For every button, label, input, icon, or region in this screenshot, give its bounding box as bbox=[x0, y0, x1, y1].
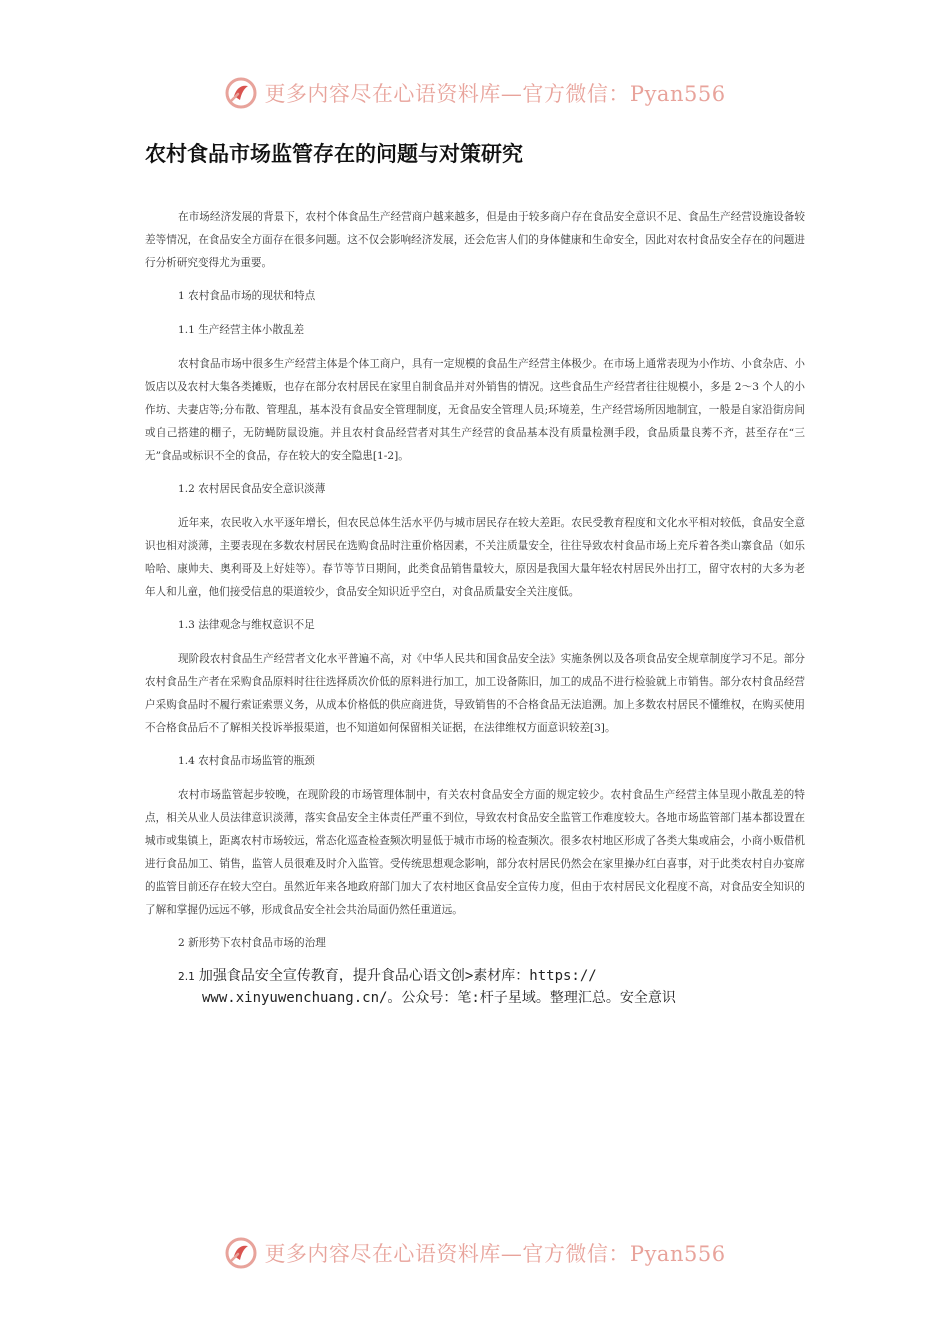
footer-watermark bbox=[0, 1232, 950, 1274]
subsection-heading-1-3: 1.3 法律观念与维权意识不足 bbox=[178, 619, 315, 631]
watermark-text: 更多内容尽在心语资料库—官方微信：Pyan556 bbox=[264, 82, 726, 106]
document-body bbox=[145, 206, 805, 1020]
subsection-heading-1-4: 1.4 农村食品市场监管的瓶颈 bbox=[178, 755, 315, 767]
paragraph-1-4: 农村市场监管起步较晚，在现阶段的市场管理体制中，有关农村食品安全方面的规定较少。农村食品生产经营主体呈现小散乱差的特点，相关从业人员法律意识淡薄，落实食品安全主体责任严重不到位，导致农村食品安全监管工作难度较大。各地市场监管部门基本都设置在城市或集镇上，距离农村市场较远，常态化巡查检查频次明显低于城市市场的检查频次。很多农村地区形成了各类大集或庙会，小商小贩借机进行食品加工、销售，监管人员很难及时介入监管。受传统思想观念影响，部分农村居民仍然会在家里操办红白喜事，对于此类农村自办宴席的监管目前还存在较大空白。虽然近年来各地政府部门加大了农村地区食品安全宣传力度，但由于农村居民文化程度不高，对食品安全知识的了解和掌握仍远远不够，形成食品安全社会共治局面仍然任重道远。 bbox=[145, 789, 805, 916]
section-heading-1: 1 农村食品市场的现状和特点 bbox=[178, 290, 316, 302]
section-heading-2: 2 新形势下农村食品市场的治理 bbox=[178, 937, 326, 949]
brand-logo-icon bbox=[224, 1236, 258, 1270]
subsection-heading-2-1-line1: 加强食品安全宣传教育，提升食品心语文创>素材库：https:// bbox=[198, 968, 597, 984]
paragraph-1-2: 近年来，农民收入水平逐年增长，但农民总体生活水平仍与城市居民存在较大差距。农民受教育程度和文化水平相对较低，食品安全意识也相对淡薄，主要表现在多数农村居民在选购食品时注重价格因素，不关注质量安全，往往导致农村食品市场上充斥着各类山寨食品（如乐哈哈、康帅夫、奥利哥及上好娃等）。春节等节日期间，此类食品销售量较大，原因是我国大量年轻农村居民外出打工，留守农村的大多为老年人和儿童，他们接受信息的渠道较少，食品安全知识近乎空白，对食品质量安全关注度低。 bbox=[145, 517, 805, 598]
subsection-heading-1-1: 1.1 生产经营主体小散乱差 bbox=[178, 324, 305, 336]
subsection-heading-2-1-line2: www.xinyuwenchuang.cn/。公众号：笔:杆子星域。整理汇总。安全意识 bbox=[202, 990, 676, 1006]
paragraph-1-3: 现阶段农村食品生产经营者文化水平普遍不高，对《中华人民共和国食品安全法》实施条例以及各项食品安全规章制度学习不足。部分农村食品生产者在采购食品原料时往往选择质次价低的原料进行加工，加工设备陈旧，加工的成品不进行检验就上市销售。部分农村食品经营户采购食品时不履行索证索票义务，从成本价格低的供应商进货，导致销售的不合格食品无法追溯。加上多数农村居民不懂维权，在购买使用不合格食品后不了解相关投诉举报渠道，也不知道如何保留相关证据，在法律维权方面意识较差[3]。 bbox=[145, 653, 805, 734]
subsection-heading-1-2: 1.2 农村居民食品安全意识淡薄 bbox=[178, 483, 326, 495]
brand-logo-icon bbox=[224, 76, 258, 110]
subsection-heading-2-1 bbox=[145, 966, 805, 1009]
document-title: 农村食品市场监管存在的问题与对策研究 bbox=[145, 142, 523, 166]
subsection-number-2-1: 2.1 bbox=[178, 971, 195, 983]
intro-paragraph: 在市场经济发展的背景下，农村个体食品生产经营商户越来越多，但是由于较多商户存在食品安全意识不足、食品生产经营设施设备较差等情况，在食品安全方面存在很多问题。这不仅会影响经济发展，还会危害人们的身体健康和生命安全，因此对农村食品安全存在的问题进行分析研究变得尤为重要。 bbox=[145, 211, 805, 269]
header-watermark bbox=[0, 72, 950, 114]
paragraph-1-1: 农村食品市场中很多生产经营主体是个体工商户，具有一定规模的食品生产经营主体极少。在市场上通常表现为小作坊、小食杂店、小饭店以及农村大集各类摊贩，也存在部分农村居民在家里自制食品并对外销售的情况。这些食品生产经营者往往规模小，多是 2～3 个人的小作坊、夫妻店等;分布散、管理乱，基本没有食品安全管理制度，无食品安全管理人员;环境差，生产经营场所因地制宜，一般是自家沿街房间或自己搭建的棚子，无防蝇防鼠设施。并且农村食品经营者对其生产经营的食品基本没有质量检测手段，食品质量良莠不齐，甚至存在“三无”食品或标识不全的食品，存在较大的安全隐患[1-2]。 bbox=[145, 358, 805, 462]
watermark-text: 更多内容尽在心语资料库—官方微信：Pyan556 bbox=[264, 1242, 726, 1266]
